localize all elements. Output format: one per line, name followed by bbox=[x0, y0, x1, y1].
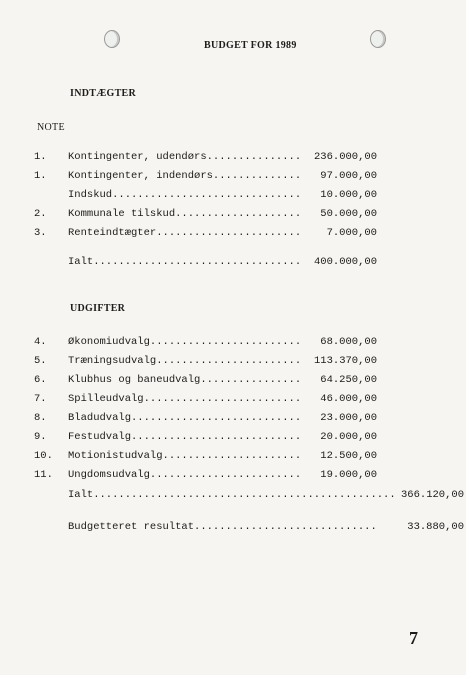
punch-hole-right bbox=[370, 30, 386, 48]
line-label: Bladudvalg........................... bbox=[68, 412, 302, 424]
line-amount: 400.000,00 bbox=[313, 256, 377, 268]
expense-row bbox=[0, 469, 466, 485]
expense-row bbox=[0, 412, 466, 428]
line-label: Indskud.............................. bbox=[68, 189, 302, 201]
line-label: Renteindtægter....................... bbox=[68, 227, 302, 239]
line-amount: 23.000,00 bbox=[320, 412, 377, 424]
page-number: 7 bbox=[409, 628, 418, 648]
note-number: 5. bbox=[34, 355, 47, 367]
line-amount: 33.880,00 bbox=[407, 521, 464, 533]
line-amount: 7.000,00 bbox=[326, 227, 377, 239]
line-label: Træningsudvalg....................... bbox=[68, 355, 302, 367]
line-amount: 20.000,00 bbox=[320, 431, 377, 443]
line-amount: 10.000,00 bbox=[320, 189, 377, 201]
income-row bbox=[0, 151, 466, 167]
expense-row bbox=[0, 393, 466, 409]
expense-row bbox=[0, 450, 466, 466]
income-row bbox=[0, 170, 466, 186]
line-amount: 19.000,00 bbox=[320, 469, 377, 481]
expense-row bbox=[0, 355, 466, 371]
line-label: Ialt................................. bbox=[68, 256, 302, 268]
note-column-label: NOTE bbox=[37, 122, 65, 133]
note-number: 9. bbox=[34, 431, 47, 443]
note-number: 11. bbox=[34, 469, 53, 481]
note-number: 1. bbox=[34, 151, 47, 163]
note-number: 2. bbox=[34, 208, 47, 220]
income-total-row bbox=[0, 256, 466, 272]
expense-row bbox=[0, 431, 466, 447]
line-label: Budgetteret resultat............................. bbox=[68, 521, 377, 533]
note-number: 8. bbox=[34, 412, 47, 424]
expenses-heading: UDGIFTER bbox=[70, 303, 126, 314]
line-label: Kommunale tilskud.................... bbox=[68, 208, 302, 220]
expense-row bbox=[0, 374, 466, 390]
line-label: Ungdomsudvalg........................ bbox=[68, 469, 302, 481]
line-label: Klubhus og baneudvalg................ bbox=[68, 374, 302, 386]
line-amount: 113.370,00 bbox=[313, 355, 377, 367]
expense-row bbox=[0, 336, 466, 352]
line-label: Spilleudvalg......................... bbox=[68, 393, 302, 405]
line-amount: 97.000,00 bbox=[320, 170, 377, 182]
line-amount: 46.000,00 bbox=[320, 393, 377, 405]
punch-hole-left bbox=[104, 30, 120, 48]
note-number: 6. bbox=[34, 374, 47, 386]
line-amount: 64.250,00 bbox=[320, 374, 377, 386]
line-label: Motionistudvalg...................... bbox=[68, 450, 302, 462]
line-label: Festudvalg........................... bbox=[68, 431, 302, 443]
page-title: BUDGET FOR 1989 bbox=[204, 40, 297, 51]
note-number: 1. bbox=[34, 170, 47, 182]
line-label: Kontingenter, udendørs............... bbox=[68, 151, 302, 163]
expense-total-row bbox=[0, 489, 466, 505]
line-amount: 236.000,00 bbox=[313, 151, 377, 163]
income-row bbox=[0, 189, 466, 205]
line-label: Ialt................................................ bbox=[68, 489, 396, 501]
note-number: 4. bbox=[34, 336, 47, 348]
line-amount: 68.000,00 bbox=[320, 336, 377, 348]
note-number: 10. bbox=[34, 450, 53, 462]
line-label: Økonomiudvalg........................ bbox=[68, 336, 302, 348]
note-number: 7. bbox=[34, 393, 47, 405]
line-label: Kontingenter, indendørs.............. bbox=[68, 170, 302, 182]
line-amount: 366.120,00 bbox=[400, 489, 464, 501]
line-amount: 12.500,00 bbox=[320, 450, 377, 462]
income-row bbox=[0, 227, 466, 243]
result-row bbox=[0, 521, 466, 537]
income-row bbox=[0, 208, 466, 224]
income-heading: INDTÆGTER bbox=[70, 88, 137, 99]
line-amount: 50.000,00 bbox=[320, 208, 377, 220]
note-number: 3. bbox=[34, 227, 47, 239]
